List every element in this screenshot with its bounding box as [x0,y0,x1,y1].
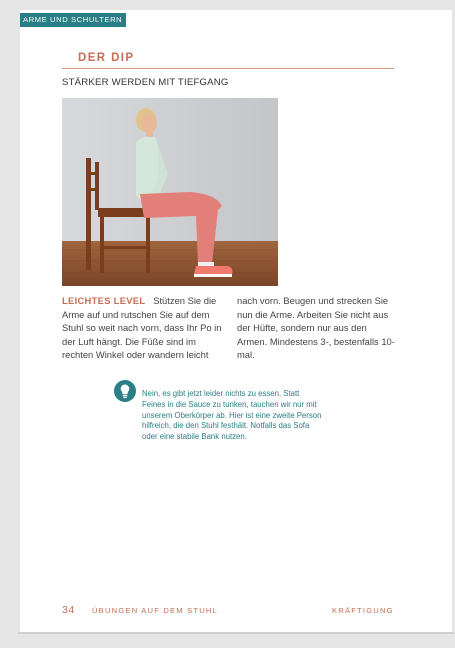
section-tab: ARME UND SCHULTERN [20,13,126,27]
level-label: LEICHTES LEVEL [62,295,146,306]
category-label: KRÄFTIGUNG [332,606,394,615]
page-number: 34 [62,604,75,616]
exercise-photo [62,98,278,286]
body-text-col1: Stützen Sie die Arme auf und rutschen Sie auf dem Stuhl so weit nach vorn, dass Ihr Po in der Luft hängt. Die Füße sind im rechten Winkel oder wandern leicht [62,295,222,361]
page-edge [18,632,454,634]
body-text-col2: nach vorn. Beugen und strecken Sie nun die Arme. Arbeiten Sie nicht aus der Hüfte, sondern nur aus den Armen. Mindestens 3-, bestenfalls 10-mal. [237,295,395,361]
lightbulb-icon [114,380,136,402]
tip-text: Nein, es gibt jetzt leider nichts zu essen. Statt Feines in die Sauce zu tunken, tauchen wir nur mit unserem Oberkörper ab. Hier ist eine zweite Person hilfreich, die den Stuhl festhält. Notfalls das Sofa oder eine stabile Bank nutzen. [142,389,322,442]
page-title: DER DIP [78,52,135,64]
body-column-left [62,294,227,362]
title-divider [62,68,394,69]
page-subtitle: STÄRKER WERDEN MIT TIEFGANG [62,77,229,88]
chapter-title: ÜBUNGEN AUF DEM STUHL [92,606,219,615]
body-column-right [237,294,397,362]
